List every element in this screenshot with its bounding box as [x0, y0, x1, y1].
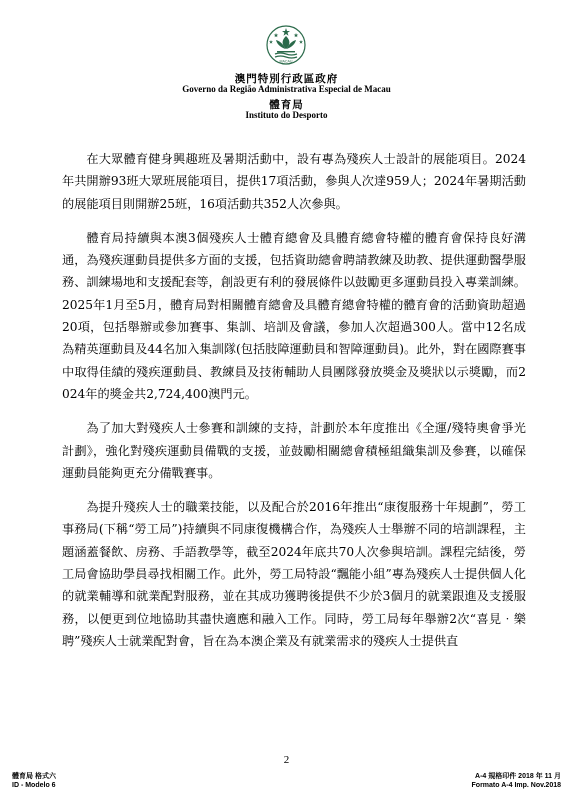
paragraph-national-games-plan: 為了加大對殘疾人士參賽和訓練的支持，計劃於本年度推出《全運/殘特奧會爭光計劃》，強化對殘疾運動員備戰的支援，並鼓勵相關總會積極組織集訓及參賽，以確保運動員能夠更充分備戰賽事。 — [62, 421, 526, 480]
macau-sar-emblem-icon — [264, 24, 308, 68]
bureau-name-chinese: 體育局 — [269, 99, 304, 111]
page-number: 2 — [283, 754, 290, 766]
government-name-portuguese: Governo da Região Administrativa Especial de Macau — [182, 84, 391, 94]
footer-form-id-portuguese: ID - Modelo 6 — [12, 782, 56, 789]
paragraph-disabled-sports-classes: 在大眾體育健身興趣班及暑期活動中，設有專為殘疾人士設計的展能項目。2024年共開辦93班大眾班展能項目，提供17項活動，參與人次達959人；2024年暑期活動的展能項目則開辦25班，16項活動共352人次參與。 — [62, 152, 526, 211]
paragraph-sports-federation-support: 體育局持續與本澳3個殘疾人士體育總會及具體育總會特權的體育會保持良好溝通，為殘疾運動員提供多方面的支援，包括資助總會聘請教練及助教、提供運動醫學服務、訓練場地和支援配套等，創設更有利的發展條件以鼓勵更多運動員投入專業訓練。2025年1月至5月，體育局對相關體育總會及具體育總會特權的體育會的活動資助超過20項，包括舉辦或參加賽事、集訓、培訓及會議，參加人次超過300人。當中12名成為精英運動員及44名加入集訓隊(包括肢障運動員和智障運動員)。此外，對在國際賽事中取得佳績的殘疾運動員、教練員及技術輔助人員團隊發放獎金及獎狀以示獎勵，而2024年的獎金共2,724,400澳門元。 — [62, 230, 526, 401]
footer-print-format-portuguese: Formato A-4 Imp. Nov.2018 — [471, 782, 561, 789]
bureau-name-portuguese: Instituto do Desporto — [245, 110, 328, 120]
document-body — [62, 148, 526, 664]
footer-print-format-chinese: A-4 規格印件 2018 年 11 月 — [475, 773, 561, 780]
footer-form-id — [12, 772, 56, 790]
paragraph-vocational-training: 為提升殘疾人士的職業技能，以及配合於2016年推出“康復服務十年規劃”，勞工事務局(下稱“勞工局”)持續與不同康復機構合作，為殘疾人士舉辦不同的培訓課程，主題涵蓋餐飲、房務、手語教學等，截至2024年底共70人次參與培訓。課程完結後，勞工局會協助學員尋找相關工作。此外，勞工局特設“飄能小組”專為殘疾人士提供個人化的就業輔導和就業配對服務，並在其成功獲聘後提供不少於3個月的就業跟進及支援服務，以便更到位地協助其盡快適應和融入工作。同時，勞工局每年舉辦2次“喜見‧樂聘”殘疾人士就業配對會，旨在為本澳企業及有就業需求的殘疾人士提供直 — [62, 500, 526, 648]
footer-print-format — [472, 772, 561, 790]
emblem-text: MACAU — [279, 59, 293, 64]
government-name-chinese: 澳門特別行政區政府 — [234, 73, 339, 85]
footer-form-id-chinese: 體育局 格式六 — [12, 773, 56, 780]
